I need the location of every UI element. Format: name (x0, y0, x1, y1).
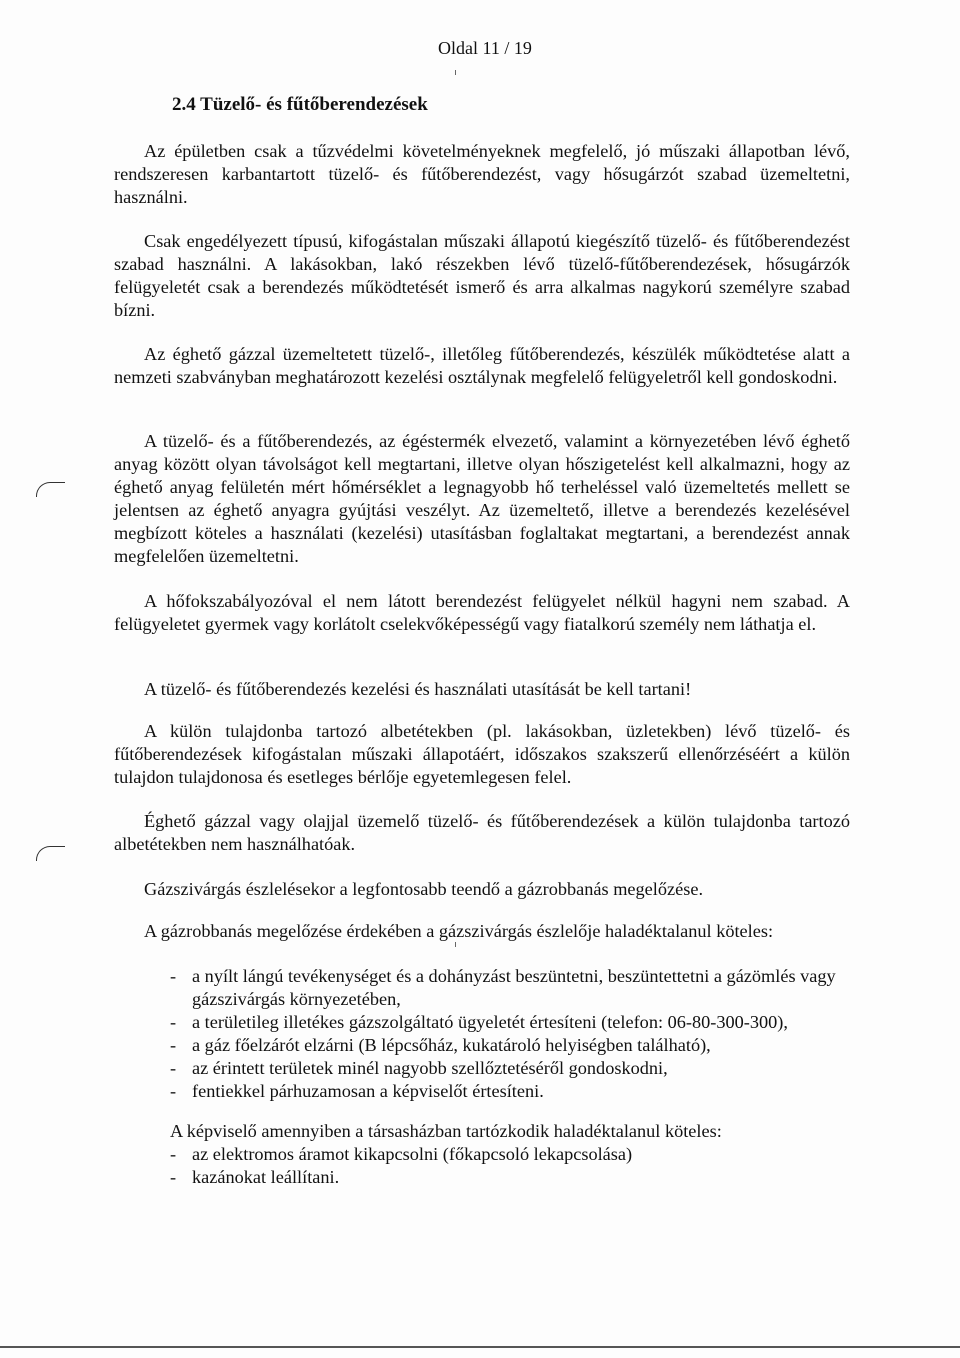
paragraph-equipment-requirements: Az épületben csak a tűzvédelmi követelményeknek megfelelő, jó műszaki állapotban lévő, rendszeresen karbantartott tüzelő- és fűtőberendezést, vagy hősugárzót szabad üzemeltetni, használni. (114, 141, 850, 207)
gas-leak-duties-list (170, 965, 860, 1103)
list-item: - kazánokat leállítani. (170, 1167, 340, 1187)
margin-mark (36, 846, 65, 861)
paragraph-prevention-intro: A gázrobbanás megelőzése érdekében a gázszivárgás észlelője haladéktalanul köteles: (144, 921, 774, 941)
page-number: Oldal 11 / 19 (438, 38, 532, 58)
section-title: 2.4 Tüzelő- és fűtőberendezések (172, 94, 428, 115)
paragraph-representative-intro: A képviselő amennyiben a társasházban tartózkodik haladéktalanul köteles: (170, 1121, 722, 1141)
list-item: - a gáz főelzárót elzárni (B lépcsőház, kukatároló helyiségben található), (170, 1035, 711, 1055)
scan-speck (455, 70, 456, 75)
scan-edge-line (0, 1346, 960, 1348)
paragraph-clearance: A tüzelő- és a fűtőberendezés, az égéstermék elvezető, valamint a környezetében lévő éghető anyag között olyan távolságot kell megtartani, illetve olyan hőszigetelést kell alkalmazni, hogy az éghető anyag felületén mért hőmérséklet a legnagyobb hő terheléssel való üzemeltetés mellett se jelentsen az éghető anyagra gyújtási veszélyt. Az üzemeltető, illetve a berendezés kezelésével megbízott köteles a használati (kezelési) utasításban foglaltakat megtartani, a berendezést annak megfelelően üzemeltetni. (114, 431, 850, 566)
list-item: - az elektromos áramot kikapcsolni (főkapcsoló lekapcsolása) (170, 1144, 633, 1164)
paragraph-gas-oil-ban: Éghető gázzal vagy olajjal üzemelő tüzelő- és fűtőberendezések a külön tulajdonba tartozó albetétekben nem használhatóak. (114, 811, 850, 854)
list-item: - a nyílt lángú tevékenységet és a dohányzást beszüntetni, beszüntettetni a gázömlés vagy gázszivárgás környezetében, (170, 966, 836, 1009)
paragraph-approved-types: Csak engedélyezett típusú, kifogástalan műszaki állapotú kiegészítő tüzelő- és fűtőberendezést szabad használni. A lakásokban, lakó részekben lévő tüzelő-fűtőberendezések, hősugárzók felügyeletét csak a berendezés működtetését ismerő és arra alkalmas nagykorú személyre szabad bízni. (114, 231, 850, 320)
paragraph-gas-operation: Az éghető gázzal üzemeltetett tüzelő-, illetőleg fűtőberendezés, készülék működtetése alatt a nemzeti szabványban meghatározott kezelési osztálynak megfelelő felügyeletről kell gondoskodni. (114, 344, 850, 387)
scan-speck (455, 942, 456, 947)
margin-mark (36, 482, 65, 497)
paragraph-ownership: A külön tulajdonba tartozó albetétekben (pl. lakásokban, üzletekben) lévő tüzelő- és fűtőberendezések kifogástalan műszaki állapotáért, időszakos szakszerű ellenőrzéséért a külön tulajdon tulajdonosa és esetleges bérlője egyetemlegesen felel. (114, 721, 850, 787)
list-item: - a területileg illetékes gázszolgáltató ügyeletét értesíteni (telefon: 06-80-300-300), (170, 1012, 788, 1032)
list-item: - fentiekkel párhuzamosan a képviselőt értesíteni. (170, 1081, 544, 1101)
paragraph-thermostat: A hőfokszabályozóval el nem látott berendezést felügyelet nélkül hagyni nem szabad. A felügyeletet gyermek vagy korlátolt cselekvőképességű vagy fiatalkorú személy nem láthatja el. (114, 591, 850, 634)
paragraph-gas-leak: Gázszivárgás észlelésekor a legfontosabb teendő a gázrobbanás megelőzése. (144, 879, 704, 899)
representative-duties-list (170, 1143, 860, 1189)
list-item: - az érintett területek minél nagyobb szellőztetéséről gondoskodni, (170, 1058, 668, 1078)
paragraph-instructions: A tüzelő- és fűtőberendezés kezelési és használati utasítását be kell tartani! (144, 679, 692, 699)
